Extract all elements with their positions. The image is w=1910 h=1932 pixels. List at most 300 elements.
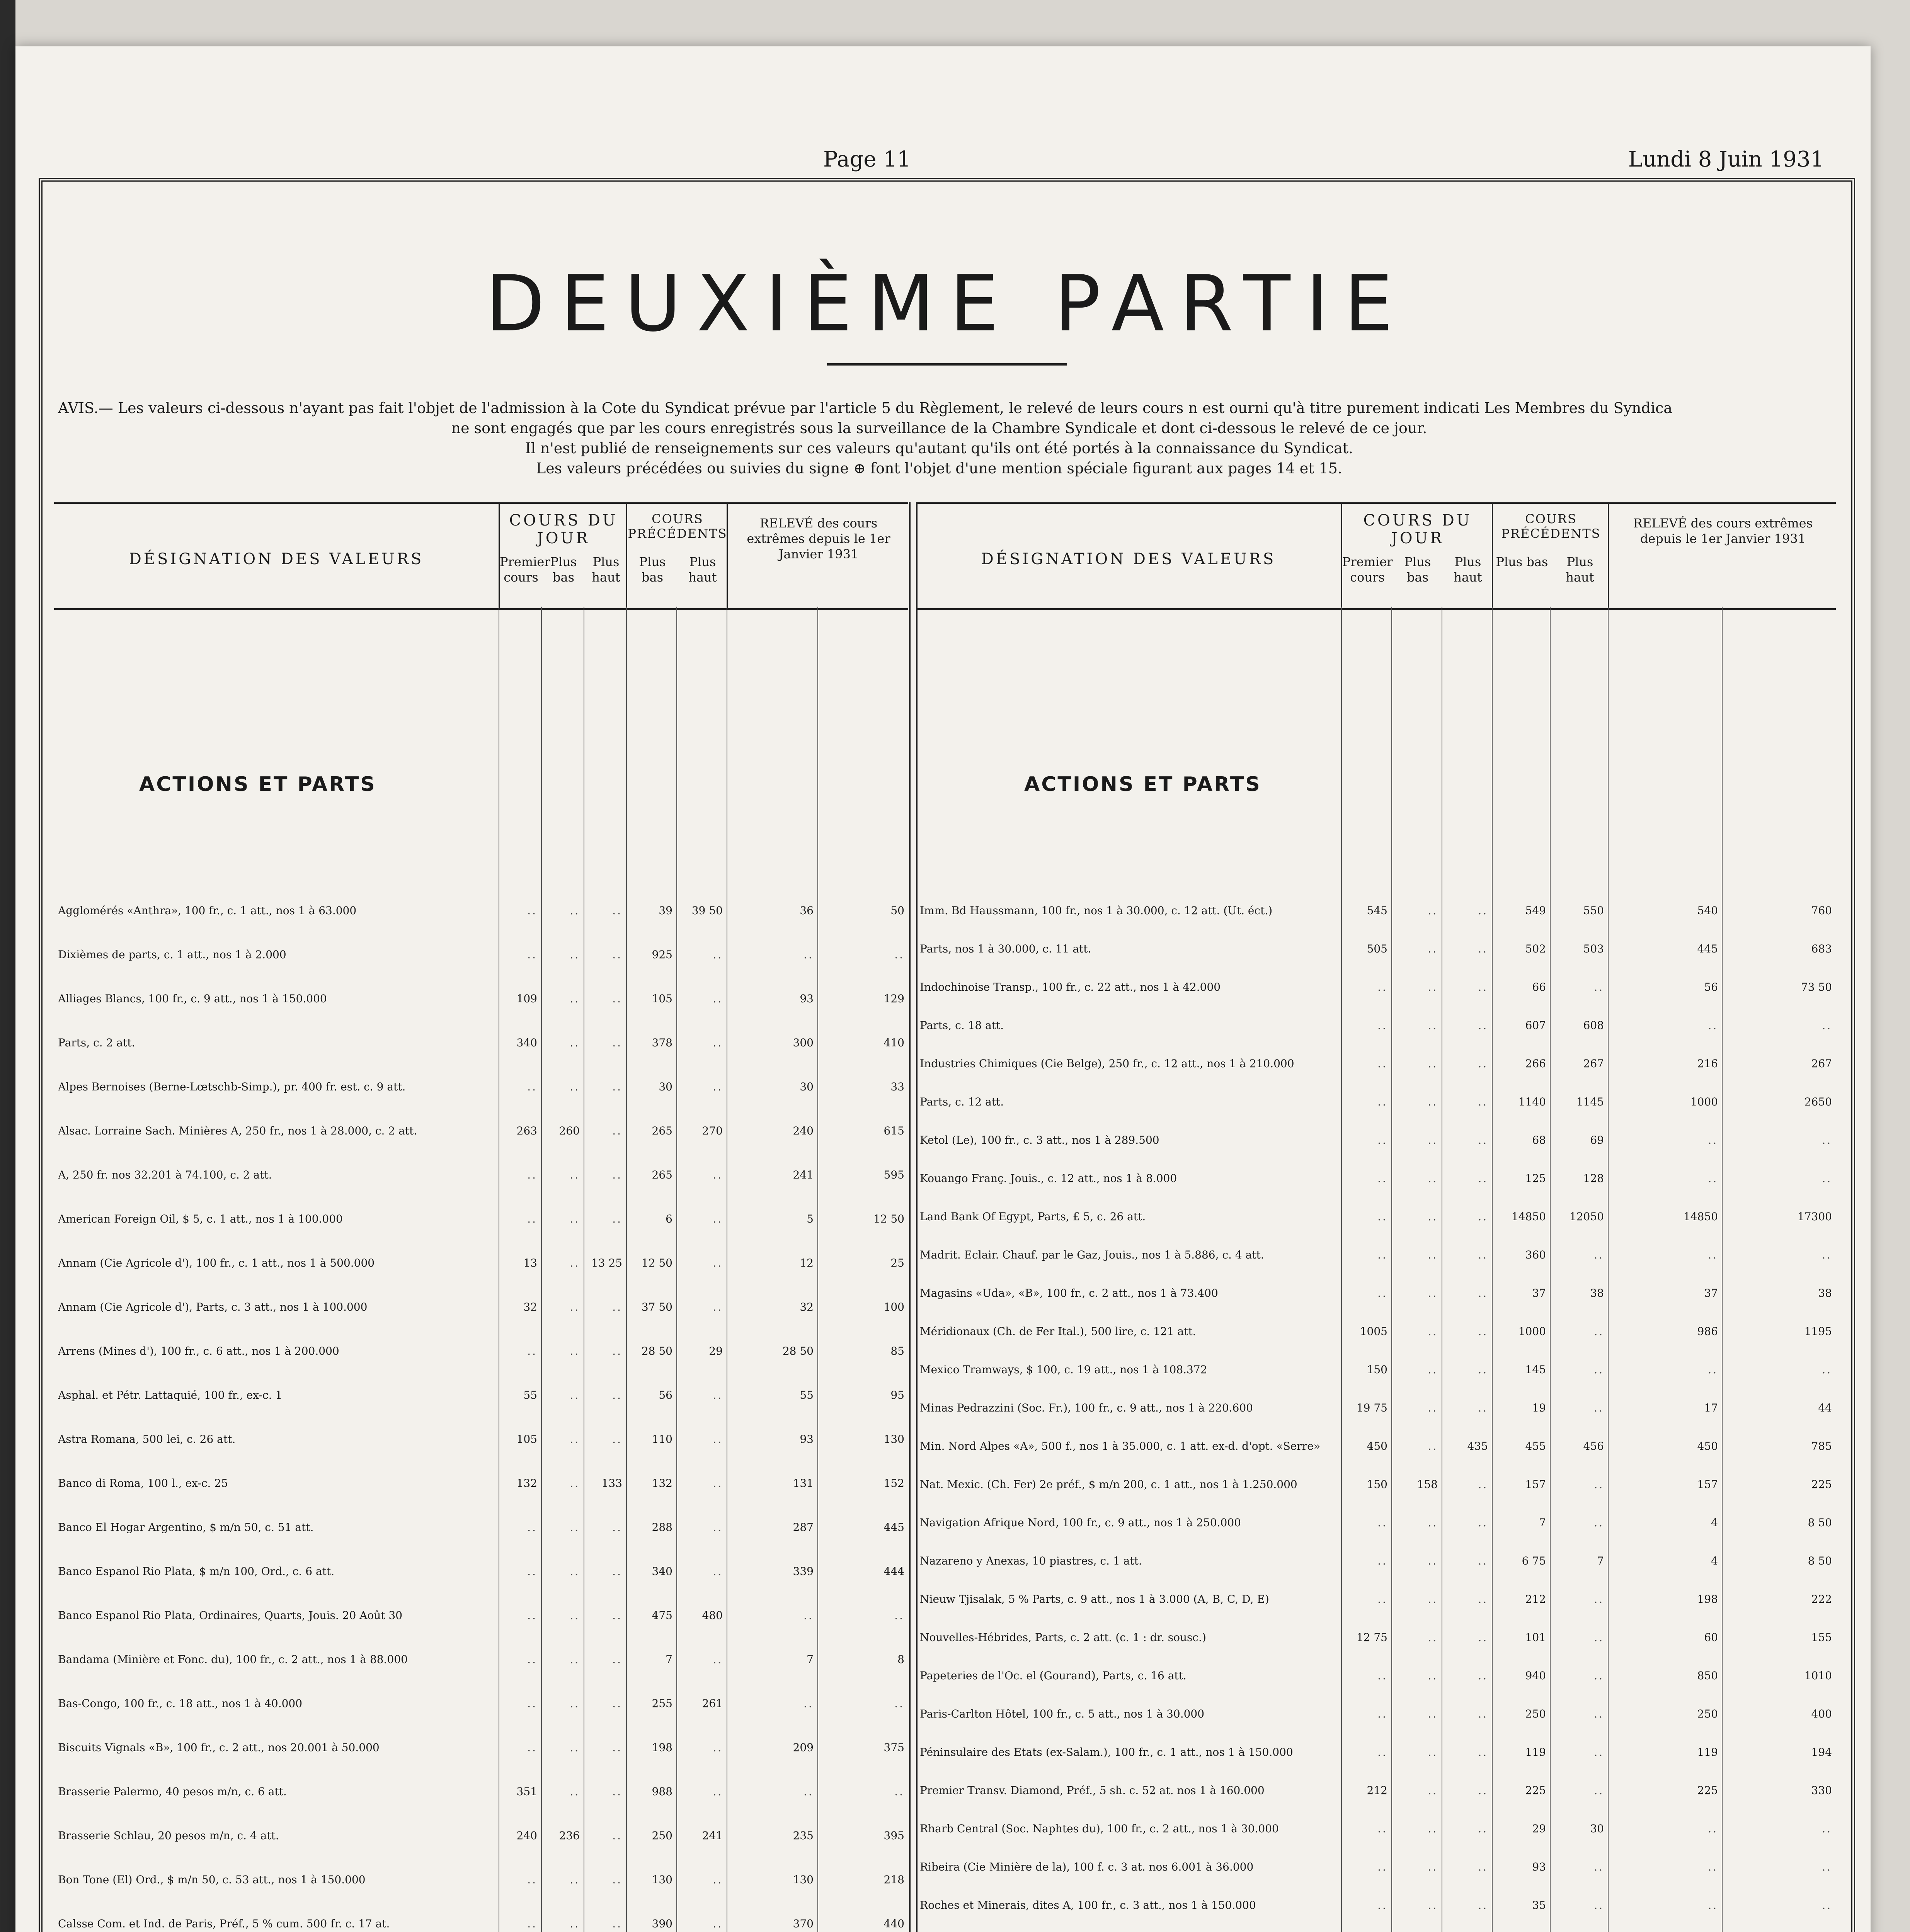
table-header-right xyxy=(916,502,1836,610)
quote-value: 288 xyxy=(652,1521,672,1534)
table-row xyxy=(54,1697,908,1714)
cours-precedents-group xyxy=(626,504,728,608)
security-name: Biscuits Vignals «B», 100 fr., c. 2 att., nos 20.001 à 50.000 xyxy=(58,1741,380,1754)
quote-value: 255 xyxy=(652,1697,672,1710)
quote-value: 503 xyxy=(1583,942,1604,955)
quote-value: .. xyxy=(1428,1134,1438,1146)
quote-value: 505 xyxy=(1367,942,1387,955)
quote-value: .. xyxy=(713,1301,723,1313)
quote-value: .. xyxy=(1708,1363,1718,1376)
table-row xyxy=(916,1210,1836,1227)
quote-value: .. xyxy=(713,1873,723,1886)
quote-value: 119 xyxy=(1525,1746,1546,1759)
security-name: Alpes Bernoises (Berne-Lœtschb-Simp.), pr. 400 fr. est. c. 9 att. xyxy=(58,1080,406,1093)
table-row xyxy=(916,1478,1836,1495)
quote-value: .. xyxy=(1708,1899,1718,1912)
quote-value: .. xyxy=(612,1873,622,1886)
quote-value: 212 xyxy=(1525,1593,1546,1605)
quote-value: .. xyxy=(1428,1593,1438,1605)
quote-value: 410 xyxy=(884,1036,904,1049)
quote-value: .. xyxy=(612,1345,622,1357)
quote-value: 157 xyxy=(1697,1478,1718,1491)
quote-value: .. xyxy=(527,1609,537,1622)
quote-value: 32 xyxy=(523,1301,537,1313)
quote-value: .. xyxy=(894,1785,904,1798)
quote-value: .. xyxy=(1428,1440,1438,1452)
quote-value: 30 xyxy=(1590,1822,1604,1835)
quote-value: .. xyxy=(713,1477,723,1490)
quote-value: .. xyxy=(570,1168,580,1181)
quote-value: .. xyxy=(713,1036,723,1049)
notice-line: Il n'est publié de renseignements sur ces valeurs qu'autant qu'ils ont été portés à la connaissance du Syndicat. xyxy=(525,440,1353,457)
quote-value: 549 xyxy=(1525,904,1546,917)
quote-value: 240 xyxy=(793,1124,814,1137)
quote-value: 7 xyxy=(666,1653,672,1666)
plus-bas-header: Plus bas xyxy=(550,554,577,585)
quote-value: 330 xyxy=(1811,1784,1832,1797)
quote-value: 241 xyxy=(702,1829,723,1842)
quote-value: .. xyxy=(803,1609,814,1622)
quote-value: .. xyxy=(1708,1822,1718,1835)
security-name: Parts, c. 12 att. xyxy=(920,1095,1004,1108)
quote-value: 6 xyxy=(666,1213,672,1225)
quote-value: .. xyxy=(612,1433,622,1446)
quote-value: 390 xyxy=(652,1917,672,1930)
quote-value: .. xyxy=(570,1653,580,1666)
quote-value: .. xyxy=(1478,1861,1488,1873)
security-name: Banco Espanol Rio Plata, Ordinaires, Quarts, Jouis. 20 Août 30 xyxy=(58,1609,403,1622)
security-name: Annam (Cie Agricole d'), Parts, c. 3 att., nos 1 à 100.000 xyxy=(58,1301,368,1313)
quote-value: .. xyxy=(1428,1784,1438,1797)
quote-value: 56 xyxy=(1704,981,1718,993)
quote-value: 1010 xyxy=(1804,1669,1832,1682)
table-row xyxy=(54,904,908,921)
quote-value: .. xyxy=(1428,1631,1438,1644)
quote-value: 125 xyxy=(1525,1172,1546,1185)
quote-value: .. xyxy=(1708,1248,1718,1261)
security-name: Ribeira (Cie Minière de la), 100 f. c. 3 at. nos 6.001 à 36.000 xyxy=(920,1861,1254,1873)
quote-value: 608 xyxy=(1583,1019,1604,1032)
quote-value: 218 xyxy=(884,1873,904,1886)
quote-value: 480 xyxy=(702,1609,723,1622)
designation-header: DÉSIGNATION DES VALEURS xyxy=(981,550,1276,568)
quote-value: 109 xyxy=(516,992,537,1005)
notice-line: ne sont engagés que par les cours enregistrés sous la surveillance de la Chambre Syndicale et dont ci-dessous le relevé de ce jour. xyxy=(451,420,1427,437)
quote-value: 158 xyxy=(1417,1478,1438,1491)
security-name: Astra Romana, 500 lei, c. 26 att. xyxy=(58,1433,236,1446)
quote-value: .. xyxy=(1428,1401,1438,1414)
quote-value: 351 xyxy=(516,1785,537,1798)
quote-value: .. xyxy=(1377,1057,1387,1070)
security-name: A, 250 fr. nos 32.201 à 74.100, c. 2 att. xyxy=(58,1168,272,1181)
security-name: Indochinoise Transp., 100 fr., c. 22 att., nos 1 à 42.000 xyxy=(920,981,1221,993)
security-name: Banco Espanol Rio Plata, $ m/n 100, Ord., c. 6 att. xyxy=(58,1565,335,1578)
quote-value: .. xyxy=(1478,1019,1488,1032)
quote-value: 14850 xyxy=(1683,1210,1718,1223)
quote-value: .. xyxy=(1377,1134,1387,1146)
security-name: Roches et Minerais, dites A, 100 fr., c. 3 att., nos 1 à 150.000 xyxy=(920,1899,1256,1912)
quote-value: 760 xyxy=(1811,904,1832,917)
quote-value: 95 xyxy=(890,1389,904,1401)
security-name: Land Bank Of Egypt, Parts, £ 5, c. 26 att. xyxy=(920,1210,1146,1223)
quote-value: 32 xyxy=(800,1301,814,1313)
quote-value: 7 xyxy=(1597,1554,1604,1567)
quote-value: .. xyxy=(570,1917,580,1930)
quote-value: .. xyxy=(527,1521,537,1534)
quote-value: 265 xyxy=(652,1168,672,1181)
quote-value: 267 xyxy=(1811,1057,1832,1070)
security-name: Bandama (Minière et Fonc. du), 100 fr., c. 2 att., nos 1 à 88.000 xyxy=(58,1653,408,1666)
security-name: Premier Transv. Diamond, Préf., 5 sh. c. 52 at. nos 1 à 160.000 xyxy=(920,1784,1265,1797)
security-name: Magasins «Uda», «B», 100 fr., c. 2 att., nos 1 à 73.400 xyxy=(920,1287,1218,1299)
security-name: Calsse Com. et Ind. de Paris, Préf., 5 % cum. 500 fr. c. 17 at. xyxy=(58,1917,390,1930)
prec-plus-bas-header: Plus bas xyxy=(1496,554,1548,569)
quote-value: .. xyxy=(713,1521,723,1534)
quote-value: 216 xyxy=(1697,1057,1718,1070)
quote-value: .. xyxy=(570,1609,580,1622)
table-row xyxy=(916,1095,1836,1112)
quote-value: 157 xyxy=(1525,1478,1546,1491)
quote-value: .. xyxy=(1594,1248,1604,1261)
quote-value: 101 xyxy=(1525,1631,1546,1644)
quote-value: .. xyxy=(803,1697,814,1710)
quote-value: 445 xyxy=(884,1521,904,1534)
quote-value: .. xyxy=(1708,1019,1718,1032)
quote-value: .. xyxy=(1478,1822,1488,1835)
quote-value: .. xyxy=(1478,904,1488,917)
right-table-half xyxy=(916,502,1836,1932)
quote-value: 2650 xyxy=(1804,1095,1832,1108)
quote-value: .. xyxy=(713,1917,723,1930)
table-row xyxy=(916,1057,1836,1074)
quote-value: .. xyxy=(612,1124,622,1137)
table-row xyxy=(916,1593,1836,1610)
cours-precedents-header: COURS PRÉCÉDENTS xyxy=(628,512,727,541)
security-name: Mexico Tramways, $ 100, c. 19 att., nos 1 à 108.372 xyxy=(920,1363,1207,1376)
scan-binding-edge xyxy=(0,0,15,1932)
quote-value: 128 xyxy=(1583,1172,1604,1185)
security-name: American Foreign Oil, $ 5, c. 1 att., nos 1 à 100.000 xyxy=(58,1213,343,1225)
quote-value: .. xyxy=(1478,1134,1488,1146)
quote-value: .. xyxy=(570,1873,580,1886)
table-row xyxy=(54,1433,908,1450)
quote-value: 12 50 xyxy=(641,1257,672,1269)
quote-value: 130 xyxy=(884,1433,904,1446)
quote-value: 13 xyxy=(523,1257,537,1269)
quote-value: 266 xyxy=(1525,1057,1546,1070)
quote-value: 145 xyxy=(1525,1363,1546,1376)
table-row xyxy=(916,1440,1836,1457)
designation-header: DÉSIGNATION DES VALEURS xyxy=(129,550,424,568)
security-name: Brasserie Palermo, 40 pesos m/n, c. 6 att. xyxy=(58,1785,287,1798)
quote-value: .. xyxy=(527,948,537,961)
quote-value: 250 xyxy=(652,1829,672,1842)
quote-value: .. xyxy=(612,904,622,917)
quote-value: .. xyxy=(612,1785,622,1798)
quote-value: 435 xyxy=(1467,1440,1488,1452)
quote-value: 12 50 xyxy=(873,1213,904,1225)
table-row xyxy=(54,1080,908,1097)
quote-value: 263 xyxy=(516,1124,537,1137)
quote-value: .. xyxy=(612,1036,622,1049)
quote-value: .. xyxy=(1594,1669,1604,1682)
table-row xyxy=(916,1631,1836,1648)
prec-plus-haut-header: Plus haut xyxy=(1566,554,1594,585)
security-name: Dixièmes de parts, c. 1 att., nos 1 à 2.000 xyxy=(58,948,286,961)
quote-value: 450 xyxy=(1697,1440,1718,1452)
quote-value: .. xyxy=(1478,981,1488,993)
table-header-left xyxy=(54,502,908,610)
quote-value: 66 xyxy=(1532,981,1546,993)
quote-value: .. xyxy=(1377,1516,1387,1529)
quote-value: 37 xyxy=(1532,1287,1546,1299)
plus-bas-header: Plus bas xyxy=(1404,554,1431,585)
quote-value: .. xyxy=(1377,1248,1387,1261)
quote-value: 925 xyxy=(652,948,672,961)
quote-value: .. xyxy=(1478,1478,1488,1491)
quote-value: 131 xyxy=(793,1477,814,1490)
quote-value: 12 75 xyxy=(1356,1631,1387,1644)
quote-value: .. xyxy=(894,948,904,961)
table-row xyxy=(916,981,1836,998)
running-header xyxy=(15,143,1871,178)
quote-value: .. xyxy=(1428,1899,1438,1912)
quote-value: .. xyxy=(1594,981,1604,993)
quote-value: .. xyxy=(1428,1669,1438,1682)
quote-value: .. xyxy=(570,1036,580,1049)
quote-value: 5 xyxy=(807,1213,814,1225)
quote-value: 7 xyxy=(807,1653,814,1666)
quote-value: .. xyxy=(894,1609,904,1622)
quote-value: 198 xyxy=(1697,1593,1718,1605)
quote-value: 38 xyxy=(1818,1287,1832,1299)
quote-value: 198 xyxy=(652,1741,672,1754)
quote-value: .. xyxy=(1377,1095,1387,1108)
quote-value: .. xyxy=(570,1080,580,1093)
table-row xyxy=(54,1565,908,1582)
table-row xyxy=(54,1168,908,1185)
quote-value: .. xyxy=(1377,1746,1387,1759)
quote-value: .. xyxy=(1478,1248,1488,1261)
table-row xyxy=(916,1248,1836,1265)
table-row xyxy=(54,1521,908,1538)
quote-value: 1140 xyxy=(1518,1095,1546,1108)
quote-value: 370 xyxy=(793,1917,814,1930)
quote-value: .. xyxy=(1822,1363,1832,1376)
quote-value: .. xyxy=(1708,1134,1718,1146)
quote-value: 37 50 xyxy=(641,1301,672,1313)
quote-value: 93 xyxy=(1532,1861,1546,1873)
quote-value: .. xyxy=(1428,1861,1438,1873)
quote-value: 785 xyxy=(1811,1440,1832,1452)
table-row xyxy=(916,1325,1836,1342)
quote-value: .. xyxy=(1478,1057,1488,1070)
quote-value: .. xyxy=(1594,1363,1604,1376)
quote-value: .. xyxy=(527,1213,537,1225)
quote-value: 222 xyxy=(1811,1593,1832,1605)
table-row xyxy=(54,1741,908,1758)
quote-value: 8 50 xyxy=(1808,1516,1832,1529)
security-name: Paris-Carlton Hôtel, 100 fr., c. 5 att., nos 1 à 30.000 xyxy=(920,1708,1205,1720)
quote-value: .. xyxy=(1377,1822,1387,1835)
quote-value: 6 75 xyxy=(1522,1554,1546,1567)
quote-value: 36 xyxy=(800,904,814,917)
quote-value: .. xyxy=(527,1741,537,1754)
security-name: Industries Chimiques (Cie Belge), 250 fr., c. 12 att., nos 1 à 210.000 xyxy=(920,1057,1294,1070)
premier-cours-header: Premier cours xyxy=(500,554,550,585)
quote-value: .. xyxy=(1478,1554,1488,1567)
quote-value: 287 xyxy=(793,1521,814,1534)
quote-value: 241 xyxy=(793,1168,814,1181)
quote-value: .. xyxy=(1428,1516,1438,1529)
notice-block xyxy=(58,398,1820,478)
quote-value: .. xyxy=(1377,1172,1387,1185)
quote-value: 93 xyxy=(800,992,814,1005)
quote-value: .. xyxy=(570,1477,580,1490)
quote-value: 69 xyxy=(1590,1134,1604,1146)
quote-value: .. xyxy=(1428,1822,1438,1835)
security-name: Méridionaux (Ch. de Fer Ital.), 500 lire, c. 121 att. xyxy=(920,1325,1196,1338)
quote-value: 110 xyxy=(652,1433,672,1446)
quote-value: 360 xyxy=(1525,1248,1546,1261)
security-name: Péninsulaire des Etats (ex-Salam.), 100 fr., c. 1 att., nos 1 à 150.000 xyxy=(920,1746,1293,1759)
quote-value: .. xyxy=(1478,1401,1488,1414)
quote-value: .. xyxy=(1478,1784,1488,1797)
quote-value: 550 xyxy=(1583,904,1604,917)
quote-value: .. xyxy=(612,1301,622,1313)
quote-value: .. xyxy=(1377,1019,1387,1032)
quote-value: 37 xyxy=(1704,1287,1718,1299)
quote-value: 17300 xyxy=(1797,1210,1832,1223)
quote-value: .. xyxy=(612,992,622,1005)
quote-value: 39 xyxy=(659,904,672,917)
quote-value: 4 xyxy=(1711,1554,1718,1567)
quote-value: 19 xyxy=(1532,1401,1546,1414)
quote-value: .. xyxy=(1478,1669,1488,1682)
quote-value: 17 xyxy=(1704,1401,1718,1414)
quote-value: .. xyxy=(612,1213,622,1225)
security-name: Imm. Bd Haussmann, 100 fr., nos 1 à 30.000, c. 12 att. (Ut. éct.) xyxy=(920,904,1273,917)
quote-value: 30 xyxy=(659,1080,672,1093)
security-name: Nouvelles-Hébrides, Parts, c. 2 att. (c. 1 : dr. sousc.) xyxy=(920,1631,1206,1644)
quote-value: 35 xyxy=(1532,1899,1546,1912)
quote-value: .. xyxy=(1428,1746,1438,1759)
releve-header-text: RELEVÉ des cours extrêmes depuis le 1er Janvier 1931 xyxy=(1633,516,1813,546)
cours-precedents-header: COURS PRÉCÉDENTS xyxy=(1501,512,1601,541)
security-name: Nazareno y Anexas, 10 piastres, c. 1 att. xyxy=(920,1554,1142,1567)
quote-value: 119 xyxy=(1697,1746,1718,1759)
quote-value: .. xyxy=(1377,1210,1387,1223)
quote-value: .. xyxy=(612,1697,622,1710)
quote-value: .. xyxy=(1594,1401,1604,1414)
quote-value: .. xyxy=(570,1301,580,1313)
security-name: Asphal. et Pétr. Lattaquié, 100 fr., ex-c. 1 xyxy=(58,1389,283,1401)
quote-value: 13 25 xyxy=(591,1257,622,1269)
security-name: Bas-Congo, 100 fr., c. 18 att., nos 1 à 40.000 xyxy=(58,1697,303,1710)
quote-value: .. xyxy=(1478,1746,1488,1759)
quote-value: .. xyxy=(1428,904,1438,917)
quote-value: 194 xyxy=(1811,1746,1832,1759)
security-name: Bon Tone (El) Ord., $ m/n 50, c. 53 att., nos 1 à 150.000 xyxy=(58,1873,366,1886)
quote-value: .. xyxy=(570,1433,580,1446)
quote-value: .. xyxy=(803,1785,814,1798)
security-name: Nat. Mexic. (Ch. Fer) 2e préf., $ m/n 200, c. 1 att., nos 1 à 1.250.000 xyxy=(920,1478,1297,1491)
quote-value: .. xyxy=(713,1741,723,1754)
security-name: Ketol (Le), 100 fr., c. 3 att., nos 1 à 289.500 xyxy=(920,1134,1159,1146)
quote-value: .. xyxy=(713,1565,723,1578)
table-row xyxy=(54,1345,908,1362)
quote-value: 261 xyxy=(702,1697,723,1710)
table-row xyxy=(54,1653,908,1670)
quote-value: 683 xyxy=(1811,942,1832,955)
quote-value: 33 xyxy=(890,1080,904,1093)
table-row xyxy=(916,1822,1836,1839)
quote-value: .. xyxy=(1708,1172,1718,1185)
quote-value: .. xyxy=(1377,1554,1387,1567)
quote-value: .. xyxy=(1428,1554,1438,1567)
cours-precedents-group xyxy=(1492,504,1609,608)
quote-value: 100 xyxy=(884,1301,904,1313)
quote-value: .. xyxy=(570,1521,580,1534)
cours-du-jour-header: COURS DU JOUR xyxy=(509,512,618,547)
quote-value: 12 xyxy=(800,1257,814,1269)
notice-line: Les valeurs précédées ou suivies du signe ⊕ font l'objet d'une mention spéciale figurant aux pages 14 et 15. xyxy=(536,460,1342,477)
quote-value: .. xyxy=(1428,1287,1438,1299)
table-row xyxy=(916,1746,1836,1763)
quote-value: .. xyxy=(612,1741,622,1754)
quote-value: 150 xyxy=(1367,1363,1387,1376)
quote-value: .. xyxy=(527,1917,537,1930)
quote-value: 440 xyxy=(884,1917,904,1930)
quote-value: 375 xyxy=(884,1741,904,1754)
quote-value: .. xyxy=(1478,1631,1488,1644)
security-name: Annam (Cie Agricole d'), 100 fr., c. 1 att., nos 1 à 500.000 xyxy=(58,1257,375,1269)
quote-value: 28 50 xyxy=(641,1345,672,1357)
quote-value: .. xyxy=(1594,1478,1604,1491)
plus-haut-header: Plus haut xyxy=(1454,554,1482,585)
quote-value: .. xyxy=(1428,1210,1438,1223)
table-row xyxy=(916,1363,1836,1380)
quote-value: 132 xyxy=(652,1477,672,1490)
quote-value: 30 xyxy=(800,1080,814,1093)
quote-value: .. xyxy=(570,1785,580,1798)
quote-value: .. xyxy=(570,1213,580,1225)
quote-value: .. xyxy=(570,948,580,961)
quote-value: .. xyxy=(1478,1095,1488,1108)
quote-value: .. xyxy=(1478,1593,1488,1605)
quote-value: .. xyxy=(570,1697,580,1710)
quote-value: .. xyxy=(1594,1325,1604,1338)
quote-value: .. xyxy=(1428,1248,1438,1261)
quote-value: .. xyxy=(570,1345,580,1357)
quote-value: 209 xyxy=(793,1741,814,1754)
quote-value: .. xyxy=(1822,1899,1832,1912)
quote-value: .. xyxy=(1428,1325,1438,1338)
quote-value: 105 xyxy=(516,1433,537,1446)
quote-value: .. xyxy=(1377,1899,1387,1912)
quote-value: .. xyxy=(570,1565,580,1578)
quote-value: 395 xyxy=(884,1829,904,1842)
quote-value: 540 xyxy=(1697,904,1718,917)
quote-value: .. xyxy=(713,1213,723,1225)
quote-value: 60 xyxy=(1704,1631,1718,1644)
quote-value: .. xyxy=(1428,1095,1438,1108)
table-row xyxy=(54,1829,908,1846)
table-row xyxy=(54,992,908,1009)
quote-value: 12050 xyxy=(1569,1210,1604,1223)
table-row xyxy=(54,1036,908,1053)
quote-value: .. xyxy=(612,948,622,961)
